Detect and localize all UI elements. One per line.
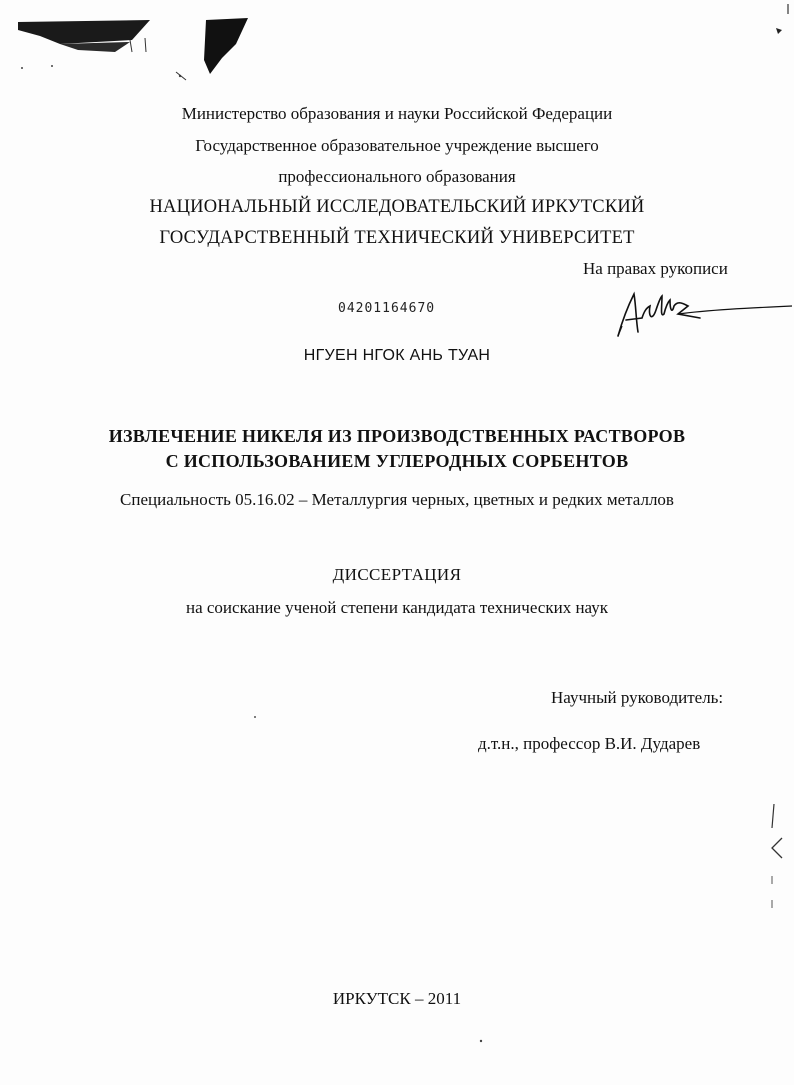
university-line-1: НАЦИОНАЛЬНЫЙ ИССЛЕДОВАТЕЛЬСКИЙ ИРКУТСКИЙ — [149, 197, 645, 217]
document-type: ДИССЕРТАЦИЯ — [332, 565, 462, 584]
manuscript-note: На правах рукописи — [583, 259, 728, 278]
university-line-2: ГОСУДАРСТВЕННЫЙ ТЕХНИЧЕСКИЙ УНИВЕРСИТЕТ — [159, 228, 635, 248]
institution-line-2: профессионального образования — [278, 167, 516, 186]
scan-speck — [476, 1036, 486, 1046]
supervisor-name: д.т.н., профессор В.И. Дударев — [478, 734, 701, 753]
scan-artifact-top-right — [764, 0, 794, 40]
degree-line: на соискание ученой степени кандидата технических наук — [185, 598, 608, 617]
city-year: ИРКУТСК – 2011 — [332, 989, 462, 1008]
institution-line-1: Государственное образовательное учреждение высшего — [195, 136, 599, 155]
registration-number: 04201164670 — [338, 301, 436, 316]
scan-artifact-top-left — [0, 0, 260, 100]
ministry-line: Министерство образования и науки Российской Федерации — [181, 104, 613, 123]
specialty: Специальность 05.16.02 – Металлургия черных, цветных и редких металлов — [120, 490, 674, 509]
signature — [608, 284, 794, 344]
title-line-2: С ИСПОЛЬЗОВАНИЕМ УГЛЕРОДНЫХ СОРБЕНТОВ — [165, 451, 629, 471]
scan-speck — [250, 712, 260, 722]
scan-artifact-right-margin — [760, 800, 794, 920]
supervisor-label: Научный руководитель: — [551, 688, 724, 707]
title-line-1: ИЗВЛЕЧЕНИЕ НИКЕЛЯ ИЗ ПРОИЗВОДСТВЕННЫХ РАСТВОРОВ — [108, 426, 686, 446]
author-name: НГУЕН НГОК АНЬ ТУАН — [303, 347, 491, 364]
